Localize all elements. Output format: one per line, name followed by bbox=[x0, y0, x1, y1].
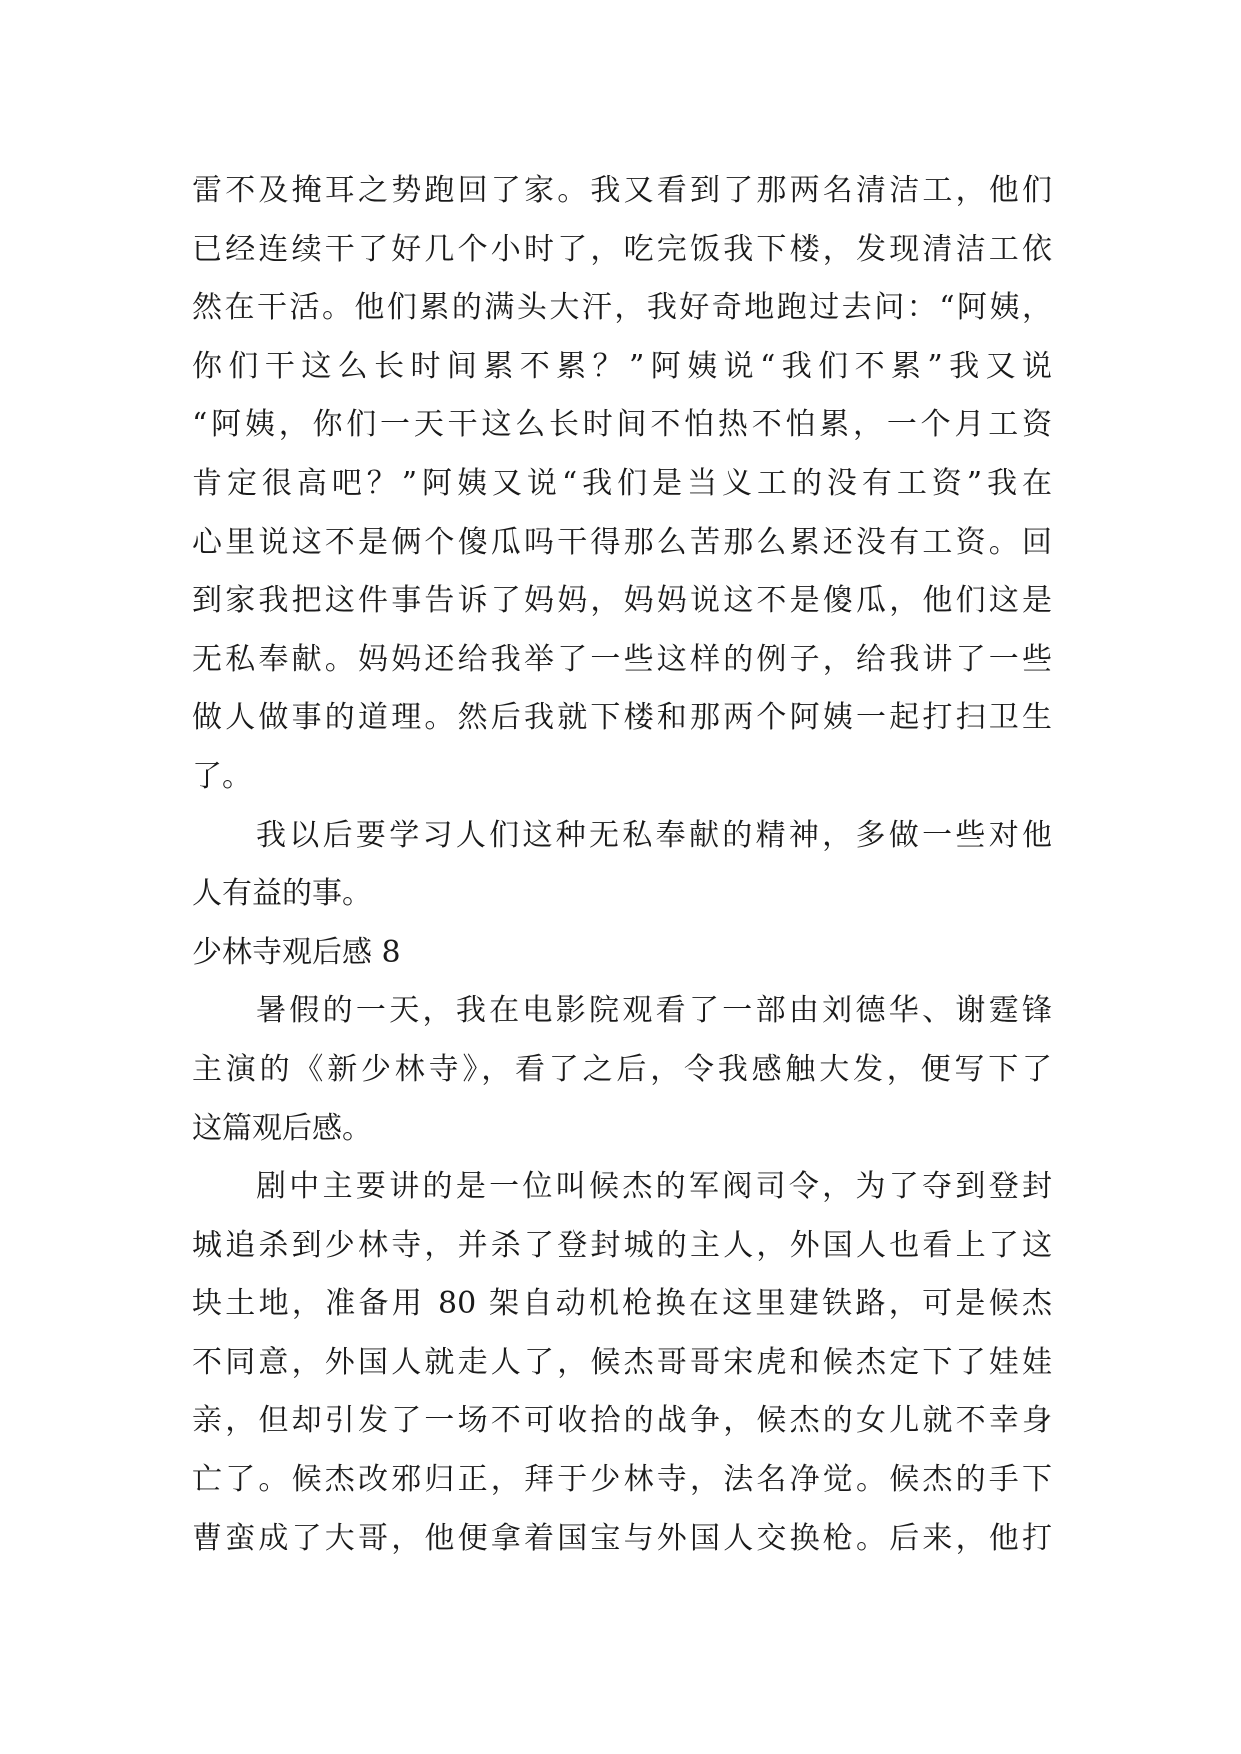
text-line: 亲，但却引发了一场不可收拾的战争，候杰的女儿就不幸身 bbox=[192, 1403, 1052, 1439]
text-line: 这篇观后感。 bbox=[192, 1110, 372, 1146]
text-line: 已经连续干了好几个小时了，吃完饭我下楼，发现清洁工依 bbox=[192, 231, 1052, 267]
text-line: 心里说这不是俩个傻瓜吗干得那么苦那么累还没有工资。回 bbox=[192, 524, 1052, 560]
text-line: “阿姨，你们一天干这么长时间不怕热不怕累，一个月工资 bbox=[192, 407, 1052, 443]
text-line: 曹蛮成了大哥，他便拿着国宝与外国人交换枪。后来，他打 bbox=[192, 1520, 1052, 1556]
text-line: 做人做事的道理。然后我就下楼和那两个阿姨一起打扫卫生 bbox=[192, 700, 1052, 736]
text-line: 到家我把这件事告诉了妈妈，妈妈说这不是傻瓜，他们这是 bbox=[192, 583, 1052, 619]
text-line: 块土地，准备用 80 架自动机枪换在这里建铁路，可是候杰 bbox=[192, 1286, 1052, 1322]
text-line: 主演的《新少林寺》，看了之后，令我感触大发，便写下了 bbox=[192, 1051, 1052, 1087]
text-line: 剧中主要讲的是一位叫候杰的军阀司令，为了夺到登封 bbox=[256, 1169, 1052, 1205]
text-line: 不同意，外国人就走人了，候杰哥哥宋虎和候杰定下了娃娃 bbox=[192, 1344, 1052, 1380]
text-line: 暑假的一天，我在电影院观看了一部由刘德华、谢霆锋 bbox=[256, 993, 1052, 1029]
text-line: 肯定很高吧？”阿姨又说“我们是当义工的没有工资”我在 bbox=[192, 465, 1052, 501]
text-line: 你们干这么长时间累不累？”阿姨说“我们不累”我又说 bbox=[192, 348, 1052, 384]
text-line: 了。 bbox=[192, 758, 252, 794]
text-line: 无私奉献。妈妈还给我举了一些这样的例子，给我讲了一些 bbox=[192, 641, 1052, 677]
text-line: 然在干活。他们累的满头大汗，我好奇地跑过去问：“阿姨， bbox=[192, 290, 1052, 326]
text-line: 亡了。候杰改邪归正，拜于少林寺，法名净觉。候杰的手下 bbox=[192, 1462, 1052, 1498]
text-line: 雷不及掩耳之势跑回了家。我又看到了那两名清洁工，他们 bbox=[192, 173, 1052, 208]
text-line: 城追杀到少林寺，并杀了登封城的主人，外国人也看上了这 bbox=[192, 1227, 1052, 1263]
document-body bbox=[192, 162, 1052, 1568]
text-line: 人有益的事。 bbox=[192, 876, 372, 912]
text-line: 我以后要学习人们这种无私奉献的精神，多做一些对他 bbox=[256, 817, 1052, 853]
section-heading: 少林寺观后感 8 bbox=[192, 934, 401, 970]
